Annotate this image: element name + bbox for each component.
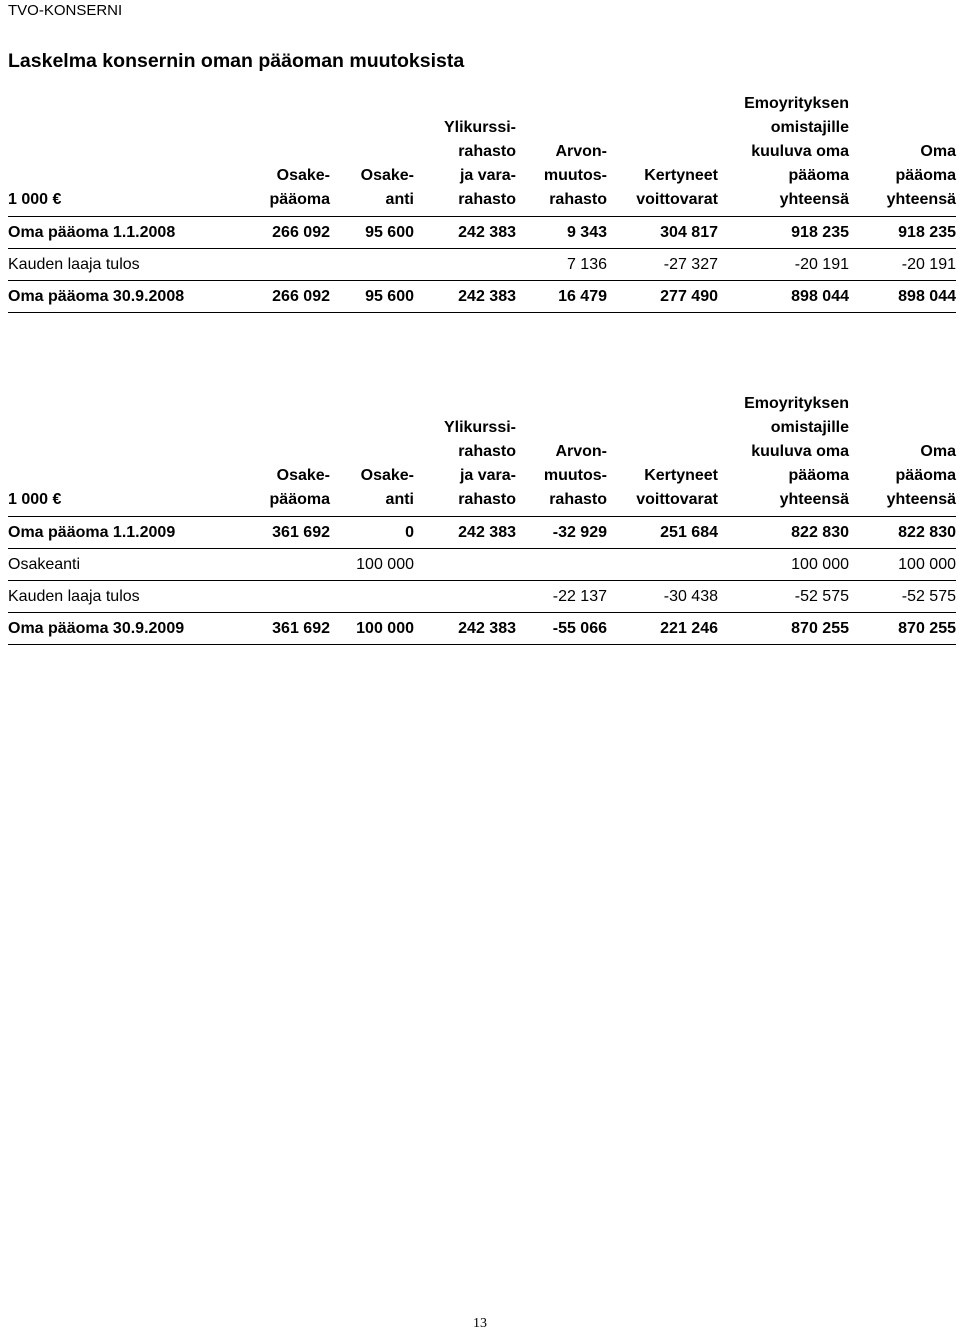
cell bbox=[516, 549, 607, 581]
cell: -20 191 bbox=[849, 249, 956, 281]
cell: 304 817 bbox=[607, 217, 718, 249]
col-parent-equity-total: Emoyrityksen omistajille kuuluva oma pääoma yhteensä bbox=[718, 392, 849, 517]
col-equity-total: Oma pääoma yhteensä bbox=[849, 392, 956, 517]
cell: 7 136 bbox=[516, 249, 607, 281]
col-share-capital: Osake- pääoma bbox=[208, 92, 330, 217]
cell bbox=[414, 249, 516, 281]
cell bbox=[414, 581, 516, 613]
cell bbox=[414, 549, 516, 581]
col-parent-equity-total: Emoyrityksen omistajille kuuluva oma pääoma yhteensä bbox=[718, 92, 849, 217]
col-share-issue: Osake- anti bbox=[330, 92, 414, 217]
col-premium-reserve: Ylikurssi- rahasto ja vara- rahasto bbox=[414, 92, 516, 217]
cell: 870 255 bbox=[718, 613, 849, 645]
cell bbox=[208, 549, 330, 581]
cell: 266 092 bbox=[208, 281, 330, 313]
cell: 16 479 bbox=[516, 281, 607, 313]
cell bbox=[607, 549, 718, 581]
cell: 822 830 bbox=[849, 517, 956, 549]
cell: 266 092 bbox=[208, 217, 330, 249]
table-row bbox=[8, 249, 956, 281]
table-header-row bbox=[8, 392, 956, 517]
col-equity-total: Oma pääoma yhteensä bbox=[849, 92, 956, 217]
table-row bbox=[8, 581, 956, 613]
table-row bbox=[8, 217, 956, 249]
cell: 918 235 bbox=[849, 217, 956, 249]
company-name: TVO-KONSERNI bbox=[8, 2, 123, 19]
table-row bbox=[8, 281, 956, 313]
cell: 242 383 bbox=[414, 613, 516, 645]
equity-table-2008-block bbox=[8, 92, 956, 313]
cell: -52 575 bbox=[849, 581, 956, 613]
row-label: Kauden laaja tulos bbox=[8, 581, 208, 613]
cell: -55 066 bbox=[516, 613, 607, 645]
cell: 898 044 bbox=[718, 281, 849, 313]
cell: 0 bbox=[330, 517, 414, 549]
col-share-capital: Osake- pääoma bbox=[208, 392, 330, 517]
cell: 918 235 bbox=[718, 217, 849, 249]
cell: 9 343 bbox=[516, 217, 607, 249]
cell: -32 929 bbox=[516, 517, 607, 549]
cell bbox=[330, 581, 414, 613]
table-header-row bbox=[8, 92, 956, 217]
cell: 277 490 bbox=[607, 281, 718, 313]
cell: 242 383 bbox=[414, 517, 516, 549]
cell: 898 044 bbox=[849, 281, 956, 313]
cell bbox=[330, 249, 414, 281]
col-fair-value-reserve: Arvon- muutos- rahasto bbox=[516, 392, 607, 517]
cell: 100 000 bbox=[849, 549, 956, 581]
cell bbox=[208, 581, 330, 613]
equity-table-2009-block bbox=[8, 392, 956, 645]
equity-table-2008 bbox=[8, 92, 956, 313]
cell: 251 684 bbox=[607, 517, 718, 549]
cell: -22 137 bbox=[516, 581, 607, 613]
cell: -27 327 bbox=[607, 249, 718, 281]
cell: 361 692 bbox=[208, 613, 330, 645]
row-label: Oma pääoma 1.1.2009 bbox=[8, 517, 208, 549]
cell: 95 600 bbox=[330, 217, 414, 249]
cell: 100 000 bbox=[330, 549, 414, 581]
col-share-issue: Osake- anti bbox=[330, 392, 414, 517]
cell: 100 000 bbox=[718, 549, 849, 581]
page-title: Laskelma konsernin oman pääoman muutoksista bbox=[8, 50, 465, 72]
col-premium-reserve: Ylikurssi- rahasto ja vara- rahasto bbox=[414, 392, 516, 517]
col-retained-earnings: Kertyneet voittovarat bbox=[607, 392, 718, 517]
cell: 95 600 bbox=[330, 281, 414, 313]
row-label: Oma pääoma 30.9.2009 bbox=[8, 613, 208, 645]
cell: 822 830 bbox=[718, 517, 849, 549]
cell: -20 191 bbox=[718, 249, 849, 281]
col-unit: 1 000 € bbox=[8, 92, 208, 217]
cell: 242 383 bbox=[414, 217, 516, 249]
col-retained-earnings: Kertyneet voittovarat bbox=[607, 92, 718, 217]
cell: 361 692 bbox=[208, 517, 330, 549]
cell: -52 575 bbox=[718, 581, 849, 613]
row-label: Oma pääoma 1.1.2008 bbox=[8, 217, 208, 249]
table-row bbox=[8, 613, 956, 645]
row-label: Osakeanti bbox=[8, 549, 208, 581]
row-label: Oma pääoma 30.9.2008 bbox=[8, 281, 208, 313]
equity-table-2009 bbox=[8, 392, 956, 645]
cell: 221 246 bbox=[607, 613, 718, 645]
table-row bbox=[8, 517, 956, 549]
table-row bbox=[8, 549, 956, 581]
cell: 870 255 bbox=[849, 613, 956, 645]
col-fair-value-reserve: Arvon- muutos- rahasto bbox=[516, 92, 607, 217]
page-number: 13 bbox=[473, 1316, 487, 1331]
cell: 100 000 bbox=[330, 613, 414, 645]
col-unit: 1 000 € bbox=[8, 392, 208, 517]
cell bbox=[208, 249, 330, 281]
cell: -30 438 bbox=[607, 581, 718, 613]
cell: 242 383 bbox=[414, 281, 516, 313]
row-label: Kauden laaja tulos bbox=[8, 249, 208, 281]
